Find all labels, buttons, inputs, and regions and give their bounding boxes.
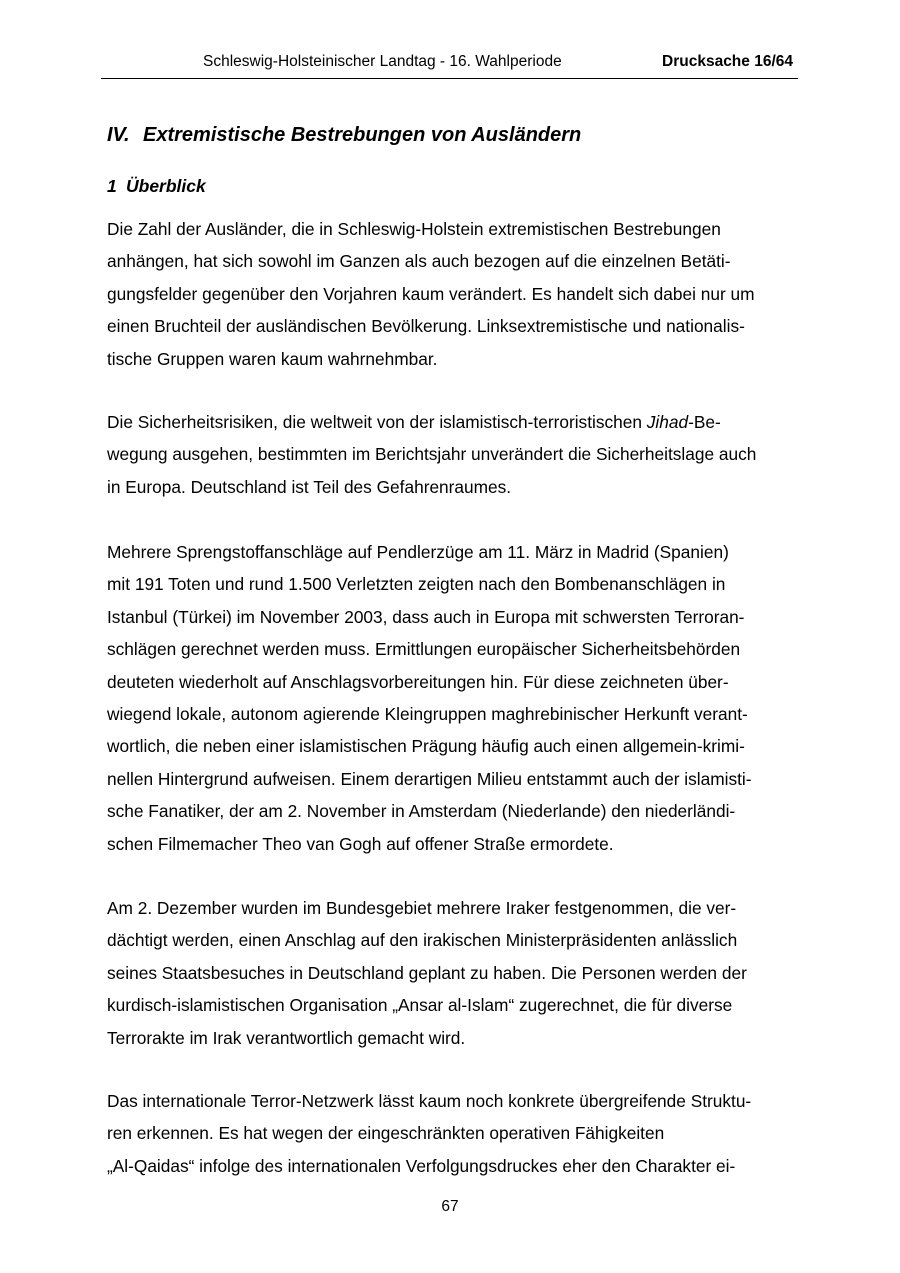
text-segment: -Be- xyxy=(688,412,721,432)
text-line: Terrorakte im Irak verantwortlich gemacht wird. xyxy=(107,1027,466,1048)
text-line: nellen Hintergrund aufweisen. Einem derartigen Milieu entstammt auch der islamisti- xyxy=(107,768,752,789)
text-line: wortlich, die neben einer islamistischen Prägung häufig auch einen allgemein-krimi- xyxy=(107,736,745,757)
page-number: 67 xyxy=(441,1198,459,1215)
text-segment: Die Sicherheitsrisiken, die weltweit von der islamistisch-terroristischen xyxy=(107,412,647,432)
text-line: ren erkennen. Es hat wegen der eingeschränkten operativen Fähigkeiten xyxy=(107,1123,665,1144)
text-line: seines Staatsbesuches in Deutschland geplant zu haben. Die Personen werden der xyxy=(107,962,747,983)
paragraph-5 xyxy=(107,1085,807,1182)
chapter-heading xyxy=(107,124,581,147)
paragraph-1 xyxy=(107,213,807,375)
text-line: tische Gruppen waren kaum wahrnehmbar. xyxy=(107,348,438,369)
paragraph-3 xyxy=(107,536,807,860)
page-header xyxy=(101,50,798,79)
text-line: anhängen, hat sich sowohl im Ganzen als auch bezogen auf die einzelnen Betäti- xyxy=(107,251,731,272)
text-line: Mehrere Sprengstoffanschläge auf Pendlerzüge am 11. März in Madrid (Spanien) xyxy=(107,542,729,562)
text-line: schlägen gerechnet werden muss. Ermittlungen europäischer Sicherheitsbehörden xyxy=(107,639,741,660)
text-line: kurdisch-islamistischen Organisation „Ansar al-Islam“ zugerechnet, die für diverse xyxy=(107,995,733,1016)
header-title: Schleswig-Holsteinischer Landtag - 16. Wahlperiode xyxy=(203,53,562,70)
text-line: wiegend lokale, autonom agierende Kleingruppen maghrebinischer Herkunft verant- xyxy=(107,703,748,724)
text-line: Die Zahl der Ausländer, die in Schleswig-Holstein extremistischen Bestrebungen xyxy=(107,219,721,239)
text-line: Am 2. Dezember wurden im Bundesgebiet mehrere Iraker festgenommen, die ver- xyxy=(107,898,737,918)
paragraph-4 xyxy=(107,892,807,1054)
text-line: mit 191 Toten und rund 1.500 Verletzten zeigten nach den Bombenanschlägen in xyxy=(107,574,726,595)
text-line: Das internationale Terror-Netzwerk lässt kaum noch konkrete übergreifende Struktu- xyxy=(107,1091,752,1111)
text-line: Istanbul (Türkei) im November 2003, dass auch in Europa mit schwersten Terroran- xyxy=(107,606,745,627)
chapter-number: IV. xyxy=(107,124,130,146)
section-title: Überblick xyxy=(126,176,206,196)
text-line xyxy=(107,406,807,438)
text-line: dächtigt werden, einen Anschlag auf den irakischen Ministerpräsidenten anlässlich xyxy=(107,930,738,951)
text-line: einen Bruchteil der ausländischen Bevölkerung. Linksextremistische und nationalis- xyxy=(107,316,745,337)
chapter-title: Extremistische Bestrebungen von Ausländern xyxy=(143,124,582,146)
text-line: in Europa. Deutschland ist Teil des Gefahrenraumes. xyxy=(107,476,512,497)
header-document-number: Drucksache 16/64 xyxy=(662,53,793,70)
text-line: gungsfelder gegenüber den Vorjahren kaum verändert. Es handelt sich dabei nur um xyxy=(107,283,755,304)
jihad-term: Jihad xyxy=(646,412,689,432)
text-line: „Al-Qaidas“ infolge des internationalen Verfolgungsdruckes eher den Charakter ei- xyxy=(107,1155,736,1176)
text-line: deuteten wiederholt auf Anschlagsvorbereitungen hin. Für diese zeichneten über- xyxy=(107,671,729,692)
text-line: schen Filmemacher Theo van Gogh auf offener Straße ermordete. xyxy=(107,833,614,854)
text-line: sche Fanatiker, der am 2. November in Amsterdam (Niederlande) den niederländi- xyxy=(107,801,736,822)
text-line: wegung ausgehen, bestimmten im Berichtsjahr unverändert die Sicherheitslage auch xyxy=(107,444,757,465)
section-number: 1 xyxy=(107,176,117,196)
paragraph-2 xyxy=(107,406,807,503)
section-heading xyxy=(107,176,206,197)
